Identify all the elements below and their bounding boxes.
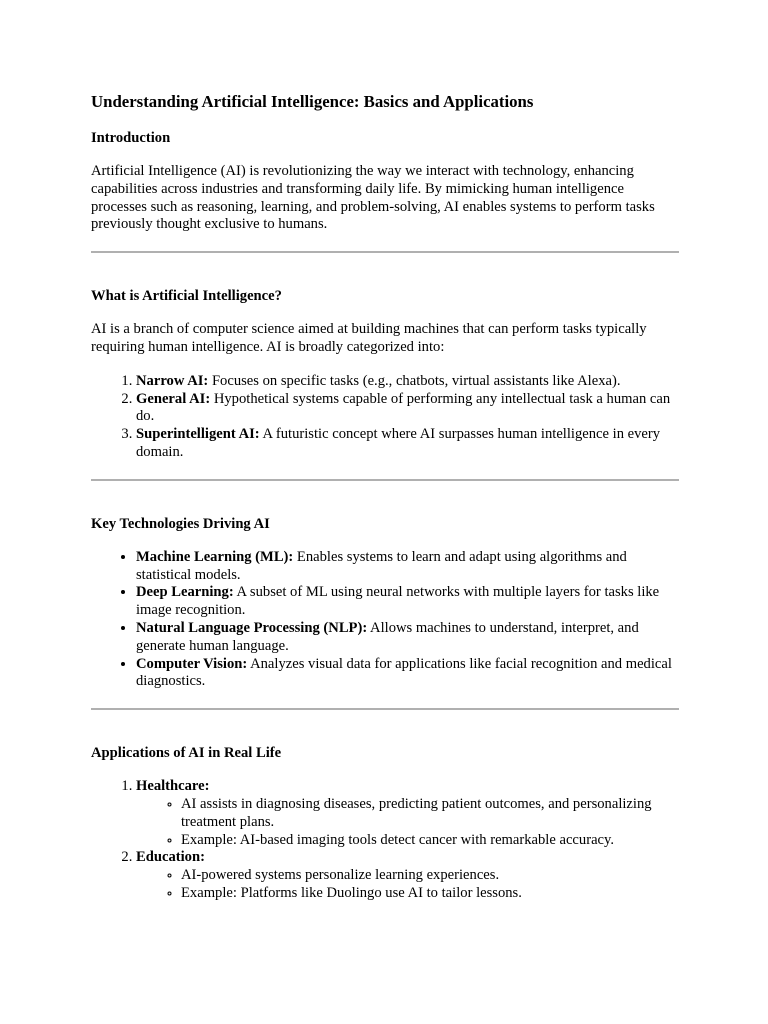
key-technologies-heading: Key Technologies Driving AI [91,515,270,532]
section-divider [91,479,679,481]
sub-list [136,796,679,849]
list-item-text: Focuses on specific tasks (e.g., chatbots, virtual assistants like Alexa). [208,372,621,389]
list-item [136,778,679,849]
section-divider [91,708,679,710]
section-what-is-ai [91,287,679,462]
list-item-label: Deep Learning: [136,584,234,601]
section-introduction [91,129,679,234]
list-item-label: Machine Learning (ML): [136,548,294,565]
list-item [136,656,679,692]
introduction-paragraph: Artificial Intelligence (AI) is revolutionizing the way we interact with technology, enhancing capabilities across industries and transforming daily life. By mimicking human intelligence processes such as reasoning, learning, and problem-solving, AI enables systems to perform tasks previously thought exclusive to humans. [91,163,655,233]
what-is-ai-heading: What is Artificial Intelligence? [91,288,282,305]
list-item-text: Allows machines to understand, interpret, and generate human language. [136,619,639,654]
sub-list [136,867,679,903]
list-item [136,849,679,902]
section-key-technologies [91,515,679,691]
sub-list-item: ◦ Example: AI-based imaging tools detect cancer with remarkable accuracy. [181,832,679,850]
list-item [136,373,679,391]
list-item [136,549,679,585]
list-item [136,584,679,620]
sub-list-item: ◦ AI assists in diagnosing diseases, predicting patient outcomes, and personalizing treatment plans. [181,796,679,832]
list-item-text: A subset of ML using neural networks with multiple layers for tasks like image recognition. [136,584,660,619]
ai-categories-list [91,373,679,462]
list-item [136,426,679,462]
list-item-label: Healthcare: [136,778,210,795]
applications-list [91,778,679,903]
introduction-heading: Introduction [91,130,171,146]
applications-heading: Applications of AI in Real Life [91,745,282,762]
section-divider [91,251,679,253]
sub-list-item: ◦ Example: Platforms like Duolingo use AI to tailor lessons. [181,885,679,903]
list-item-label: General AI: [136,390,211,407]
list-item-text: Hypothetical systems capable of performing any intellectual task a human can do. [136,390,671,425]
list-item-label: Narrow AI: [136,372,209,389]
what-is-ai-paragraph: AI is a branch of computer science aimed at building machines that can perform tasks typically requiring human intelligence. AI is broadly categorized into: [91,321,647,355]
list-item-label: Computer Vision: [136,655,248,672]
list-item-text: Enables systems to learn and adapt using algorithms and statistical models. [136,548,627,583]
document-title: Understanding Artificial Intelligence: Basics and Applications [91,92,534,111]
sub-list-item: ◦ AI-powered systems personalize learning experiences. [181,867,679,885]
list-item-label: Education: [136,849,205,866]
list-item-text: A futuristic concept where AI surpasses human intelligence in every domain. [136,426,661,460]
list-item [136,391,679,427]
list-item-label: Superintelligent AI: [136,426,260,443]
list-item-label: Natural Language Processing (NLP): [136,619,368,636]
list-item-text: Analyzes visual data for applications like facial recognition and medical diagnostics. [136,655,672,690]
key-technologies-list [91,549,679,691]
section-applications [91,744,679,903]
document-page [91,92,679,903]
list-item [136,620,679,656]
